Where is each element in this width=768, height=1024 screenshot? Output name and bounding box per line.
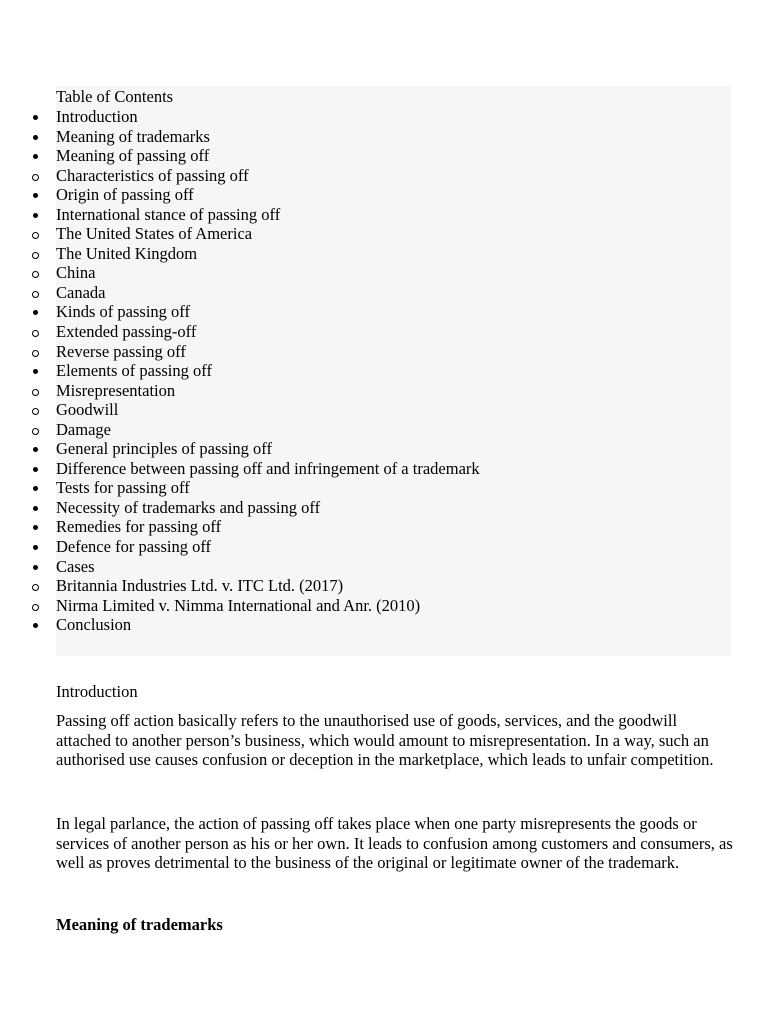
toc-item-label[interactable]: Meaning of trademarks (56, 126, 210, 146)
toc-item-label[interactable]: Difference between passing off and infringement of a trademark (56, 458, 480, 478)
bullet-disc-icon (31, 302, 41, 322)
bullet-disc-icon (31, 557, 41, 577)
bullet-circle-icon (31, 576, 41, 596)
toc-item-label[interactable]: International stance of passing off (56, 204, 281, 224)
bullet-circle-icon (31, 224, 41, 244)
toc-item-label[interactable]: Nirma Limited v. Nimma International and Anr. (2010) (56, 595, 421, 615)
toc-item-label[interactable]: The United Kingdom (56, 243, 198, 263)
bullet-circle-icon (31, 342, 41, 362)
toc-item-label[interactable]: Canada (56, 282, 106, 302)
toc-item-label[interactable]: Misrepresentation (56, 380, 176, 400)
intro-paragraph-2: In legal parlance, the action of passing off takes place when one party misrepresents the goods or services of another person as his or her own. It leads to confusion among customers and consumers, as well as proves detrimental to the business of the original or legitimate owner of the trademark. (56, 814, 733, 873)
bullet-disc-icon (31, 478, 41, 498)
bullet-disc-icon (31, 146, 41, 166)
bullet-circle-icon (31, 381, 41, 401)
bullet-disc-icon (31, 537, 41, 557)
toc-item-label[interactable]: Elements of passing off (56, 361, 212, 381)
bullet-circle-icon (31, 166, 41, 186)
bullet-circle-icon (31, 420, 41, 440)
bullet-disc-icon (31, 205, 41, 225)
bullet-circle-icon (31, 263, 41, 283)
bullet-disc-icon (31, 615, 41, 635)
toc-title: Table of Contents (56, 87, 174, 106)
toc-item-label[interactable]: Reverse passing off (56, 341, 186, 361)
bullet-disc-icon (31, 107, 41, 127)
bullet-disc-icon (31, 517, 41, 537)
toc-item-label[interactable]: Extended passing-off (56, 322, 197, 342)
toc-item-label[interactable]: Damage (56, 419, 111, 439)
toc-item-label[interactable]: China (56, 263, 96, 283)
bullet-circle-icon (31, 596, 41, 616)
toc-item-label[interactable]: Conclusion (56, 615, 132, 635)
toc-item-label[interactable]: Goodwill (56, 400, 119, 420)
toc-item-label[interactable]: Characteristics of passing off (56, 165, 249, 185)
toc-item-label[interactable]: Meaning of passing off (56, 146, 210, 166)
toc-item-label[interactable]: Britannia Industries Ltd. v. ITC Ltd. (2017) (56, 576, 344, 596)
toc-item-label[interactable]: Remedies for passing off (56, 517, 222, 537)
bullet-circle-icon (31, 244, 41, 264)
meaning-of-trademarks-heading: Meaning of trademarks (56, 915, 223, 934)
bullet-circle-icon (31, 283, 41, 303)
bullet-disc-icon (31, 127, 41, 147)
toc-item-label[interactable]: General principles of passing off (56, 439, 272, 459)
toc-item-label[interactable]: Necessity of trademarks and passing off (56, 497, 321, 517)
bullet-disc-icon (31, 361, 41, 381)
toc-item-label[interactable]: Kinds of passing off (56, 302, 190, 322)
toc-item-label[interactable]: The United States of America (56, 224, 253, 244)
toc-item-label[interactable]: Origin of passing off (56, 185, 194, 205)
toc-item-label[interactable]: Cases (56, 556, 95, 576)
bullet-disc-icon (31, 439, 41, 459)
bullet-circle-icon (31, 322, 41, 342)
toc-item-label[interactable]: Defence for passing off (56, 537, 212, 557)
toc-item-label[interactable]: Tests for passing off (56, 478, 190, 498)
bullet-disc-icon (31, 498, 41, 518)
bullet-disc-icon (31, 185, 41, 205)
bullet-circle-icon (31, 400, 41, 420)
introduction-heading: Introduction (56, 682, 138, 701)
toc-item-label[interactable]: Introduction (56, 107, 138, 126)
intro-paragraph-1: Passing off action basically refers to the unauthorised use of goods, services, and the goodwill attached to another person’s business, which would amount to misrepresentation. In a way, such an authorised use causes confusion or deception in the marketplace, which leads to unfair competition. (56, 711, 714, 770)
bullet-disc-icon (31, 459, 41, 479)
